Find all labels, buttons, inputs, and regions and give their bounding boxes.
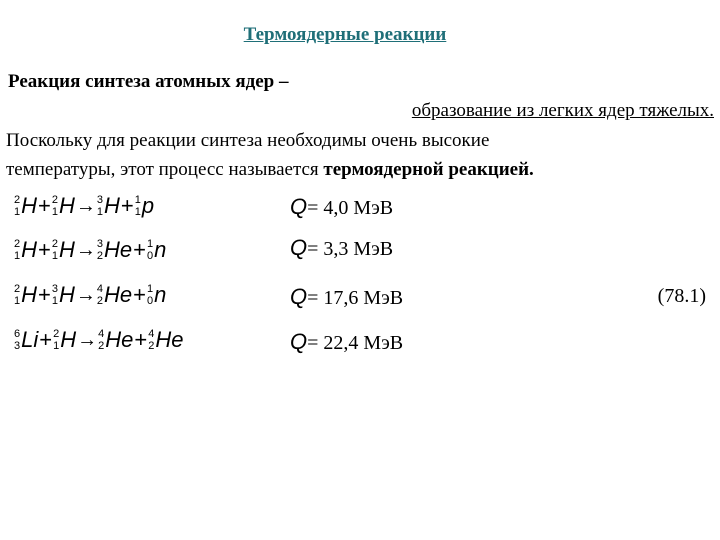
reactant-1: 2 1 H xyxy=(14,193,38,218)
reaction-2-energy: Q= 3,3 МэВ xyxy=(290,235,394,260)
product-2: 1 0 n xyxy=(147,282,167,307)
reactant-2: 2 1 H xyxy=(51,193,75,218)
plus-sign: + xyxy=(133,282,146,307)
product-1: 4 2 He xyxy=(96,282,133,307)
product-2: 1 0 n xyxy=(147,237,167,262)
reactant-2: 3 1 H xyxy=(51,282,75,307)
plus-sign: + xyxy=(133,237,146,262)
reaction-3-energy: Q= 17,6 МэВ xyxy=(290,284,404,309)
reactant-1: 6 3 Li xyxy=(14,327,39,352)
page-title: Термоядерные реакции xyxy=(243,24,447,45)
product-1: 3 1 H xyxy=(96,193,120,218)
product-2: 1 1 p xyxy=(134,193,155,218)
paragraph-line-1: Поскольку для реакции синтеза необходимы очень высокие xyxy=(6,130,490,151)
plus-sign: + xyxy=(38,193,51,218)
reactant-1: 2 1 H xyxy=(14,237,38,262)
thermonuclear-term: термоядерной реакцией. xyxy=(323,159,534,180)
equation-number: (78.1) xyxy=(657,285,706,307)
plus-sign: + xyxy=(38,237,51,262)
reactant-1: 2 1 H xyxy=(14,282,38,307)
reactant-2: 2 1 H xyxy=(53,327,77,352)
paragraph-line-2-text: температуры, этот процесс называется xyxy=(6,159,324,180)
definition-term: Реакция синтеза атомных ядер – xyxy=(8,71,289,92)
product-1: 4 2 He xyxy=(98,327,134,352)
reaction-1-energy: Q= 4,0 МэВ xyxy=(290,194,394,219)
product-2: 4 2 He xyxy=(148,327,184,352)
reaction-4-energy: Q= 22,4 МэВ xyxy=(290,329,404,354)
arrow-icon: → xyxy=(75,238,96,261)
paragraph-line-2 xyxy=(6,159,534,181)
reaction-2-equation xyxy=(14,230,166,270)
plus-sign: + xyxy=(38,282,51,307)
product-1: 3 2 He xyxy=(96,237,133,262)
plus-sign: + xyxy=(134,327,148,352)
plus-sign: + xyxy=(39,327,53,352)
reaction-3-equation xyxy=(14,275,166,315)
arrow-icon: → xyxy=(75,194,96,217)
arrow-icon: → xyxy=(75,283,96,306)
reaction-4-equation xyxy=(14,320,183,360)
arrow-icon: → xyxy=(77,328,98,351)
reactant-2: 2 1 H xyxy=(51,237,75,262)
plus-sign: + xyxy=(120,193,134,218)
reaction-1-equation xyxy=(14,186,154,226)
definition-text: образование из легких ядер тяжелых. xyxy=(411,100,714,121)
